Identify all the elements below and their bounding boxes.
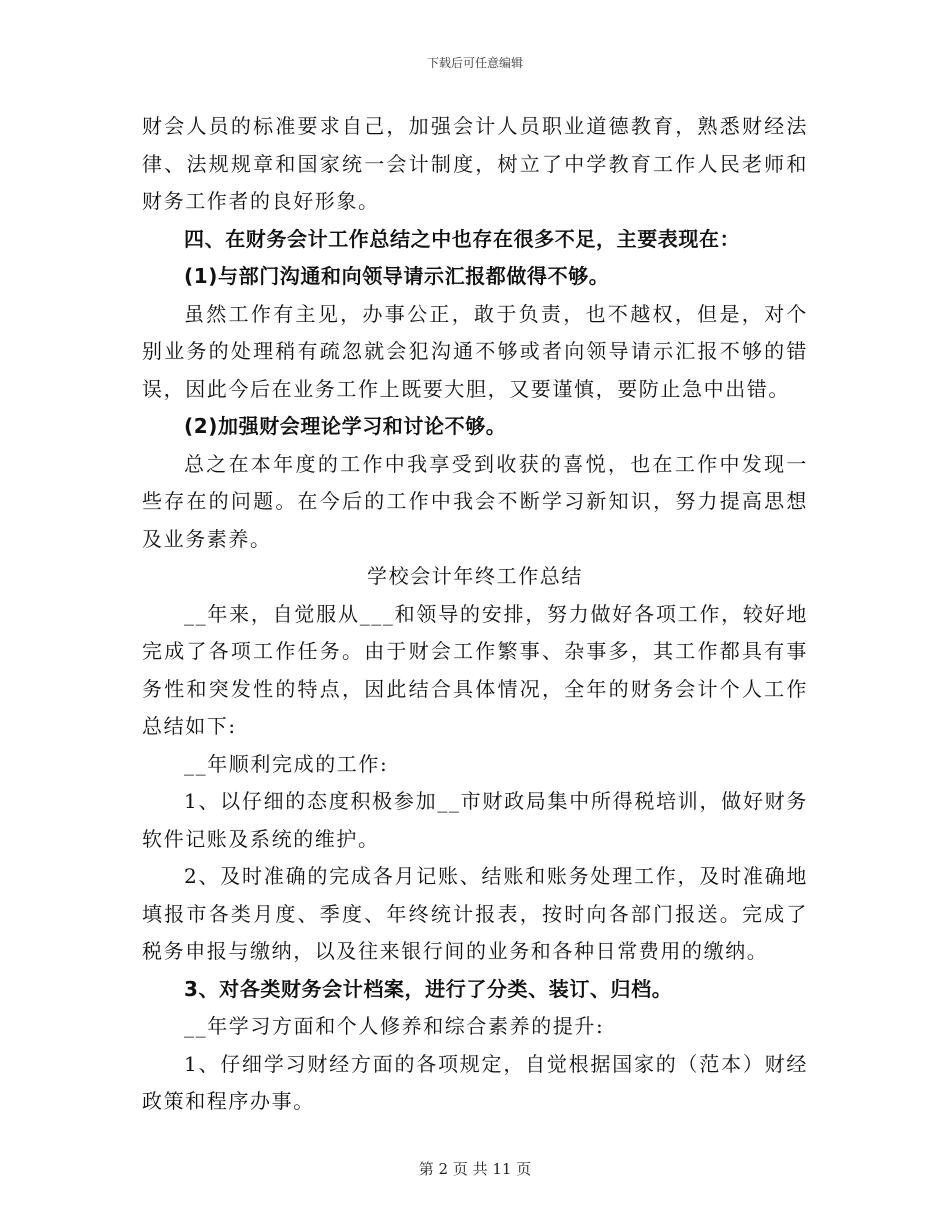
paragraph-intro: __年来，自觉服从___和领导的安排，努力做好各项工作，较好地完成了各项工作任务。由于财会工作繁事、杂事多，其工作都具有事务性和突发性的特点，因此结合具体情况，全年的财务会计个人工作总结如下: (142, 601, 808, 738)
paragraph-learning: __年学习方面和个人修养和综合素养的提升: (184, 1014, 605, 1038)
list-item-two: 2、及时准确的完成各月记账、结账和账务处理工作，及时准确地填报市各类月度、季度、年终统计报表，按时向各部门报送。完成了税务申报与缴纳，以及往来银行间的业务和各种日常费用的缴纳。 (142, 864, 808, 963)
paragraph-continuation: 财会人员的标准要求自己，加强会计人员职业道德教育，熟悉财经法律、法规规章和国家统一会计制度，树立了中学教育工作人民老师和财务工作者的良好形象。 (142, 114, 808, 213)
paragraph-completed-work: __年顺利完成的工作: (184, 751, 389, 776)
paragraph-summary: 总之在本年度的工作中我享受到收获的喜悦，也在工作中发现一些存在的问题。在今后的工作中我会不断学习新知识，努力提高思想及业务素养。 (142, 451, 808, 551)
subheading-one: (1)与部门沟通和向领导请示汇报都做得不够。 (184, 264, 610, 288)
section-heading-four: 四、在财务会计工作总结之中也存在很多不足，主要表现在： (184, 226, 741, 251)
page-header: 下载后可任意编辑 (426, 56, 523, 70)
paragraph-communication: 虽然工作有主见，办事公正，敢于负责，也不越权，但是，对个别业务的处理稍有疏忽就会犯沟通不够或者向领导请示汇报不够的错误，因此今后在业务工作上既要大胆，又要谨慎，要防止急中出错。 (142, 301, 808, 401)
list-item-three: 3、对各类财务会计档案，进行了分类、装订、归档。 (184, 976, 673, 1001)
list-item-one: 1、以仔细的态度积极参加__市财政局集中所得税培训，做好财务软件记账及系统的维护。 (142, 789, 808, 851)
list-item-learning-one: 1、仔细学习财经方面的各项规定，自觉根据国家的（范本）财经政策和程序办事。 (142, 1051, 808, 1113)
subheading-two: (2)加强财会理论学习和讨论不够。 (184, 414, 507, 438)
document-body (142, 108, 808, 1121)
page-footer: 第 2 页 共 11 页 (418, 1160, 532, 1178)
document-title: 学校会计年终工作总结 (367, 564, 583, 588)
